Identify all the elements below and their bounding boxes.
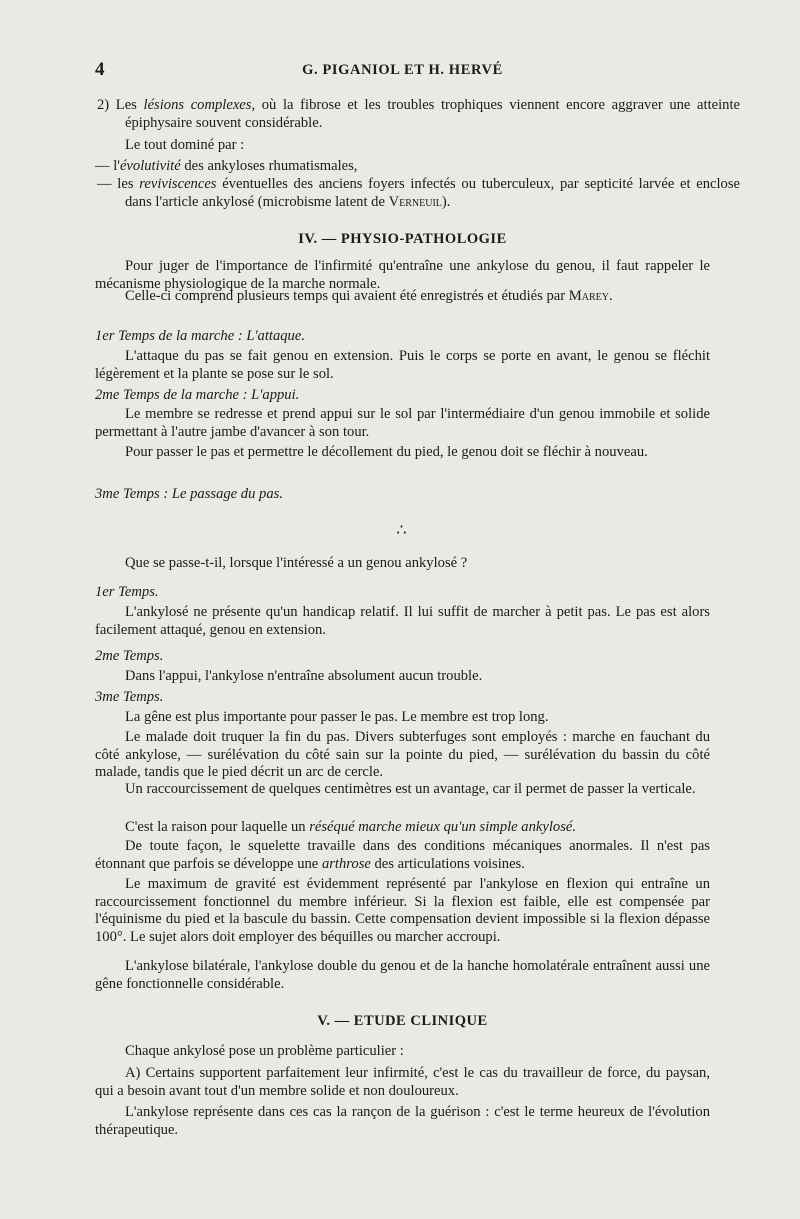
subheading-temps-2-appui: 2me Temps de la marche : L'appui. bbox=[95, 387, 300, 403]
paragraph-reseque: C'est la raison pour laquelle un réséqué marche mieux qu'un simple ankylosé. bbox=[125, 819, 577, 835]
subheading-1er-temps: 1er Temps. bbox=[95, 584, 159, 600]
paragraph-maximum-gravite: Le maximum de gravité est évidemment représenté par l'ankylose en flexion qui entraîne un raccourcissement fonctionnel du membre inférieur. Si la flexion est faible, elle est compensée par l'équinisme du pied et la bascule du bassin. Cette compensation devient impossible si la flexion dépasse 100°. Le sujet alors doit employer des béquilles ou marcher accroupi. bbox=[95, 876, 710, 945]
paragraph-handicap-relatif: L'ankylosé ne présente qu'un handicap relatif. Il lui suffit de marcher à petit pas. Le pas est alors facilement attaqué, genou en extension. bbox=[95, 604, 710, 638]
list-item-reviviscences: — les reviviscences éventuelles des anciens foyers infectés ou tuberculeux, par septicité larvée et enclose dans l'article ankylosé (microbisme latent de Verneuil). bbox=[97, 176, 741, 210]
running-title: G. PIGANIOL ET H. HERVÉ bbox=[302, 62, 503, 78]
paragraph-appui: Le membre se redresse et prend appui sur le sol par l'intermédiaire d'un genou immobile et solide permettant à l'autre jambe d'avancer à son tour. bbox=[95, 406, 710, 440]
paragraph-gene: La gêne est plus importante pour passer le pas. Le membre est trop long. bbox=[125, 709, 549, 725]
paragraph-appui-ankylose: Dans l'appui, l'ankylose n'entraîne absolument aucun trouble. bbox=[125, 668, 483, 684]
page-number: 4 bbox=[95, 59, 105, 80]
section-separator: ∴ bbox=[396, 522, 409, 539]
paragraph-marey: Celle-ci comprend plusieurs temps qui avaient été enregistrés et étudiés par Marey. bbox=[125, 288, 613, 304]
paragraph-certains-supportent: A) Certains supportent parfaitement leur infirmité, c'est le cas du travailleur de force, du paysan, qui a besoin avant tout d'un membre solide et non douloureux. bbox=[95, 1065, 710, 1099]
paragraph-tout-domine: Le tout dominé par : bbox=[125, 137, 245, 153]
paragraph-lesions-complexes: 2) Les lésions complexes, où la fibrose et les troubles trophiques viennent encore aggraver une atteinte épiphysaire souvent considérable. bbox=[97, 97, 740, 131]
subheading-temps-1-attaque: 1er Temps de la marche : L'attaque. bbox=[95, 328, 305, 344]
subheading-temps-3-passage: 3me Temps : Le passage du pas. bbox=[95, 486, 283, 502]
paragraph-question: Que se passe-t-il, lorsque l'intéressé a un genou ankylosé ? bbox=[125, 555, 468, 571]
subheading-3me-temps: 3me Temps. bbox=[95, 689, 164, 705]
section-heading-etude-clinique: V. — ETUDE CLINIQUE bbox=[317, 1013, 488, 1029]
paragraph-probleme-particulier: Chaque ankylosé pose un problème particulier : bbox=[125, 1043, 404, 1059]
paragraph-passer-le-pas: Pour passer le pas et permettre le décollement du pied, le genou doit se fléchir à nouveau. bbox=[125, 444, 648, 460]
paragraph-attaque: L'attaque du pas se fait genou en extension. Puis le corps se porte en avant, le genou se fléchit légèrement et la plante se pose sur le sol. bbox=[95, 348, 710, 382]
paragraph-arthrose: De toute façon, le squelette travaille dans des conditions mécaniques anormales. Il n'est pas étonnant que parfois se développe une arthrose des articulations voisines. bbox=[95, 838, 710, 872]
section-heading-physio-pathologie: IV. — PHYSIO-PATHOLOGIE bbox=[298, 231, 507, 247]
list-item-evolutivite: — l'évolutivité des ankyloses rhumatismales, bbox=[95, 158, 358, 174]
paragraph-raccourcissement: Un raccourcissement de quelques centimètres est un avantage, car il permet de passer la verticale. bbox=[125, 781, 696, 797]
paragraph-rancon-guerison: L'ankylose représente dans ces cas la rançon de la guérison : c'est le terme heureux de l'évolution thérapeutique. bbox=[95, 1104, 710, 1138]
subheading-2me-temps: 2me Temps. bbox=[95, 648, 164, 664]
paragraph-importance-infirmite: Pour juger de l'importance de l'infirmité qu'entraîne une ankylose du genou, il faut rappeler le mécanisme physiologique de la marche normale. bbox=[95, 258, 710, 292]
paragraph-ankylose-bilaterale: L'ankylose bilatérale, l'ankylose double du genou et de la hanche homolatérale entraînent aussi une gêne fonctionnelle considérable. bbox=[95, 958, 710, 992]
paragraph-subterfuges: Le malade doit truquer la fin du pas. Divers subterfuges sont employés : marche en fauchant du côté ankylose, — surélévation du côté sain sur la pointe du pied, — surélévation du bassin du côté malade, tandis que le pied décrit un arc de cercle. bbox=[95, 729, 710, 781]
